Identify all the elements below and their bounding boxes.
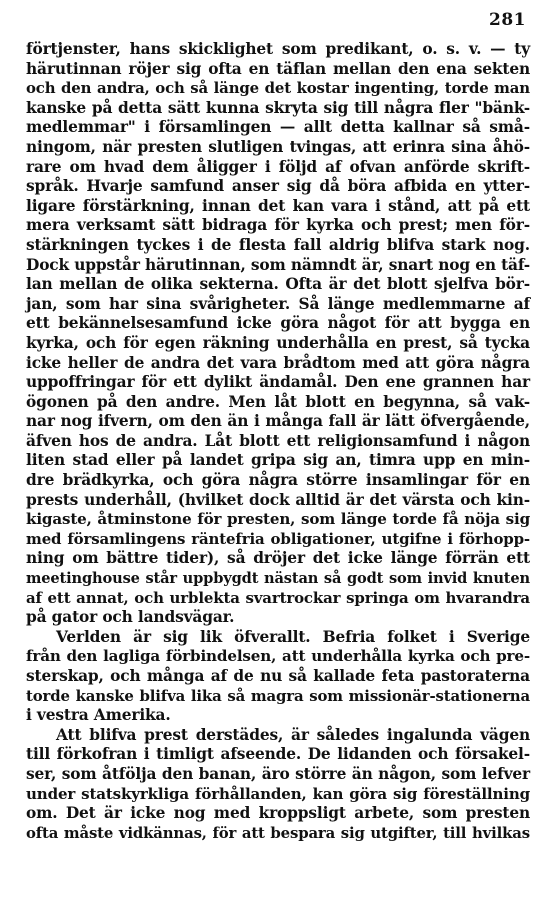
text-line: språk. Hvarje samfund anser sig då böra afbida en ytter- [26, 177, 530, 196]
text-line: under statskyrkliga förhållanden, kan göra sig föreställning [26, 784, 530, 803]
page-number: 281 [489, 10, 526, 30]
text-line: om. Det är icke nog med kroppsligt arbete, som presten [26, 804, 530, 823]
text-line: ning om bättre tider), så dröjer det icke länge förrän ett [26, 549, 530, 568]
text-line: mera verksamt sätt bidraga för kyrka och prest; men för- [26, 216, 530, 235]
text-line: af ett annat, och urblekta svartrockar springa om hvarandra [26, 588, 530, 607]
text-line: på gator och landsvägar. [26, 608, 235, 627]
text-line: till förkofran i timligt afseende. De lidanden och försakel- [26, 745, 530, 764]
text-line: ligare förstärkning, innan det kan vara i stånd, att på ett [26, 196, 530, 215]
text-line: ser, som åtfölja den banan, äro större än någon, som lefver [26, 764, 530, 783]
text-line: Dock uppstår härutinnan, som nämndt är, snart nog en täf- [26, 255, 531, 274]
text-line: jan, som har sina svårigheter. Så länge medlemmarne af [26, 294, 530, 313]
text-line: Att blifva prest derstädes, är således ingalunda vägen [56, 725, 530, 744]
text-line: sterskap, och många af de nu så kallade feta pastoraterna [26, 667, 530, 685]
text-line: prests underhåll, (hvilket dock alltid är det värsta och kin- [26, 490, 530, 509]
text-line: kanske på detta sätt kunna skryta sig till några fler "bänk- [26, 98, 530, 117]
text-line: från den lagliga förbindelsen, att underhålla kyrka och pre- [26, 647, 530, 666]
text-line: ögonen på den andre. Men låt blott en begynna, så vak- [26, 392, 530, 411]
text-line: förtjenster, hans skicklighet som predikant, o. s. v. — ty [26, 40, 530, 58]
text-line: kyrka, och för egen räkning underhålla en prest, så tycka [26, 333, 530, 352]
text-line: stärkningen tyckes i de flesta fall aldrig blifva stark nog. [26, 235, 530, 254]
text-line: uppoffringar för ett dylikt ändamål. Den ene grannen har [26, 373, 530, 392]
text-line: ofta måste vidkännas, för att bespara sig utgifter, till hvilkas [26, 823, 530, 842]
text-line: dre brädkyrka, och göra några större insamlingar för en [26, 471, 530, 490]
text-line: ett bekännelsesamfund icke göra något för att bygga en [26, 314, 530, 333]
text-line: ningom, när presten slutligen tvingas, att erinra sina åhö- [26, 137, 530, 156]
text-line: meetinghouse står uppbygdt nästan så godt som invid knuten [26, 570, 530, 588]
text-line: kigaste, åtminstone för presten, som länge torde få nöja sig [26, 510, 530, 529]
text-line: nar nog ifvern, om den än i många fall är lätt öfvergående, [26, 412, 530, 431]
text-line: Verlden är sig lik öfverallt. Befria folket i Sverige [56, 627, 530, 646]
text-line: rare om hvad dem åligger i följd af ofvan anförde skrift- [26, 157, 530, 176]
text-line: och den andra, och så länge det kostar ingenting, torde man [26, 79, 530, 98]
text-line: icke heller de andra det vara brådtom med att göra några [26, 353, 530, 372]
text-line: i vestra Amerika. [26, 706, 171, 725]
text-line: lan mellan de olika sekterna. Ofta är det blott sjelfva bör- [26, 275, 530, 294]
text-line: liten stad eller på landet gripa sig an, timra upp en min- [26, 451, 530, 470]
text-line: medlemmar" i församlingen — allt detta kallnar så små- [26, 118, 530, 137]
body-text [26, 40, 530, 843]
text-line: äfven hos de andra. Låt blott ett religionsamfund i någon [26, 431, 530, 450]
text-line: härutinnan röjer sig ofta en täflan mellan den ena sekten [26, 59, 530, 78]
text-line: med församlingens räntefria obligationer, utgifne i förhopp- [26, 529, 530, 548]
text-line: torde kanske blifva lika så magra som missionär-stationerna [26, 686, 530, 705]
